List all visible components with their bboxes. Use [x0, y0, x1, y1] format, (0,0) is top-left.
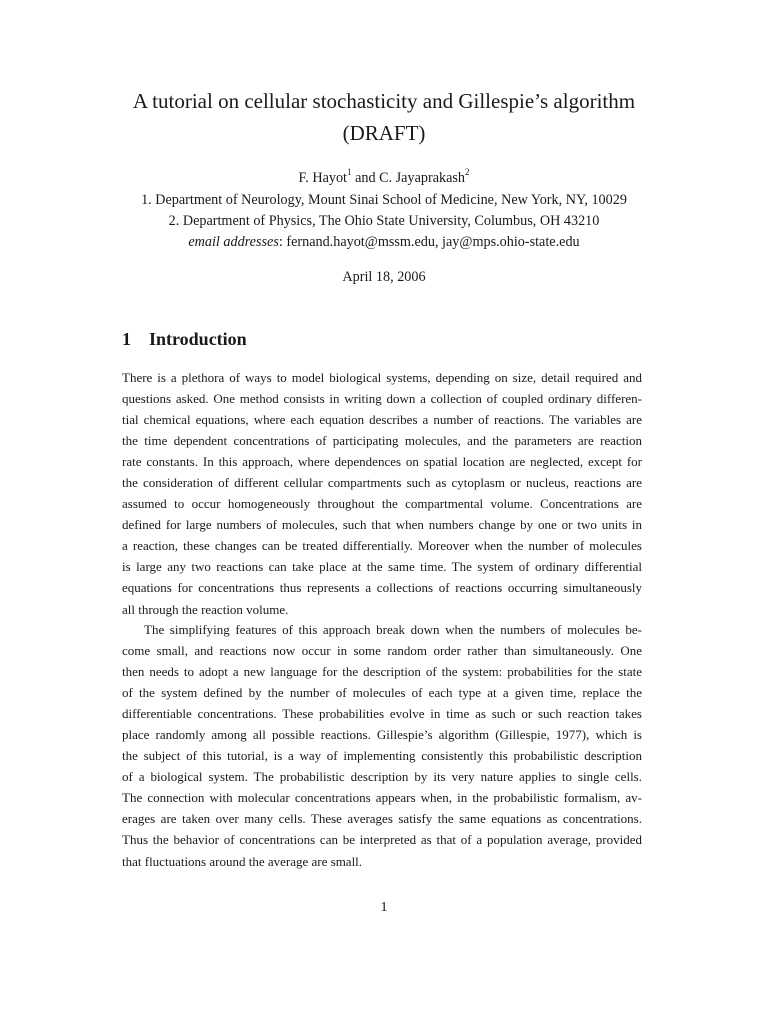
paragraph-line: of the system defined by the number of molecules of each type at a given time, replace the — [122, 685, 642, 701]
paragraph-line: The simplifying features of this approach break down when the numbers of molecules be- — [144, 622, 642, 637]
email-separator: : — [278, 234, 287, 250]
paragraph-line: questions asked. One method consists in writing down a collection of coupled ordinary differen- — [122, 391, 642, 407]
author-2-affiliation-mark: 2 — [465, 167, 470, 178]
paragraph-line: the consideration of different cellular compartments such as cytoplasm or nucleus, reactions are — [122, 475, 642, 491]
email-label: email addresses — [188, 234, 279, 250]
paragraph-line: that fluctuations around the average are small. — [122, 853, 363, 869]
publication-date: April 18, 2006 — [342, 269, 426, 285]
email-addresses — [90, 232, 678, 252]
paragraph-line: then needs to adopt a new language for the description of the system: probabilities for the state — [122, 664, 642, 680]
section-number: 1 — [122, 329, 131, 349]
author-2-name: C. Jayaprakash — [379, 170, 465, 186]
paragraph-line: rate constants. In this approach, where dependences on spatial location are neglected, except for — [122, 454, 642, 470]
paragraph-line: equations for concentrations thus represents a collections of reactions occurring simultaneously — [122, 580, 642, 596]
paragraph-line: assumed to occur homogeneously throughout the compartmental volume. Concentrations are — [122, 496, 642, 512]
section-heading — [122, 326, 247, 352]
email-address-list: fernand.hayot@mssm.edu, jay@mps.ohio-state.edu — [286, 234, 580, 250]
paragraph-line: the subject of this tutorial, is a way of implementing consistently this probabilistic description — [122, 748, 642, 764]
section-title: Introduction — [149, 329, 247, 349]
paragraph-1 — [122, 367, 642, 620]
author-list — [90, 168, 678, 188]
paragraph-line: is large any two reactions can take place at the same time. The system of ordinary differential — [122, 559, 642, 575]
paragraph-line: of a biological system. The probabilistic description by its very nature applies to single cells. — [122, 769, 642, 785]
paragraph-line: place randomly among all possible reactions. Gillespie’s algorithm (Gillespie, 1977), which is — [122, 727, 642, 743]
paragraph-line: Thus the behavior of concentrations can be interpreted as that of a population average, provided — [122, 832, 642, 848]
paragraph-line: the time dependent concentrations of participating molecules, and the parameters are reaction — [122, 433, 642, 449]
affiliation-1: 1. Department of Neurology, Mount Sinai School of Medicine, New York, NY, 10029 — [141, 192, 627, 208]
paragraph-line: differentiable concentrations. These probabilities evolve in time as such or such reaction takes — [122, 706, 642, 722]
paragraph-line: erages are taken over many cells. These averages satisfy the same equations as concentrations. — [122, 811, 642, 827]
affiliation-2: 2. Department of Physics, The Ohio State University, Columbus, OH 43210 — [168, 213, 600, 229]
paragraph-2 — [122, 619, 642, 872]
paragraph-line: defined for large numbers of molecules, such that when numbers change by one or two units in — [122, 517, 642, 533]
author-1-name: F. Hayot — [298, 170, 348, 186]
paragraph-line: There is a plethora of ways to model biological systems, depending on size, detail required and — [122, 370, 642, 385]
paper-title-line-2: (DRAFT) — [342, 121, 426, 145]
paper-title-line-1: A tutorial on cellular stochasticity and Gillespie’s algorithm — [132, 89, 636, 113]
paragraph-line: come small, and reactions now occur in some random order rather than simultaneously. One — [122, 643, 642, 659]
paragraph-line: a reaction, these changes can be treated differentially. Moreover when the number of molecules — [122, 538, 642, 554]
page-number: 1 — [380, 900, 388, 915]
author-conjunction: and — [351, 170, 380, 186]
paragraph-line: tial chemical equations, where each equation describes a number of reactions. The variables are — [122, 412, 642, 428]
paragraph-line: The connection with molecular concentrations appears when, in the probabilistic formalism, av- — [122, 790, 642, 806]
paragraph-line: all through the reaction volume. — [122, 601, 289, 617]
author-1-affiliation-mark: 1 — [347, 167, 352, 178]
